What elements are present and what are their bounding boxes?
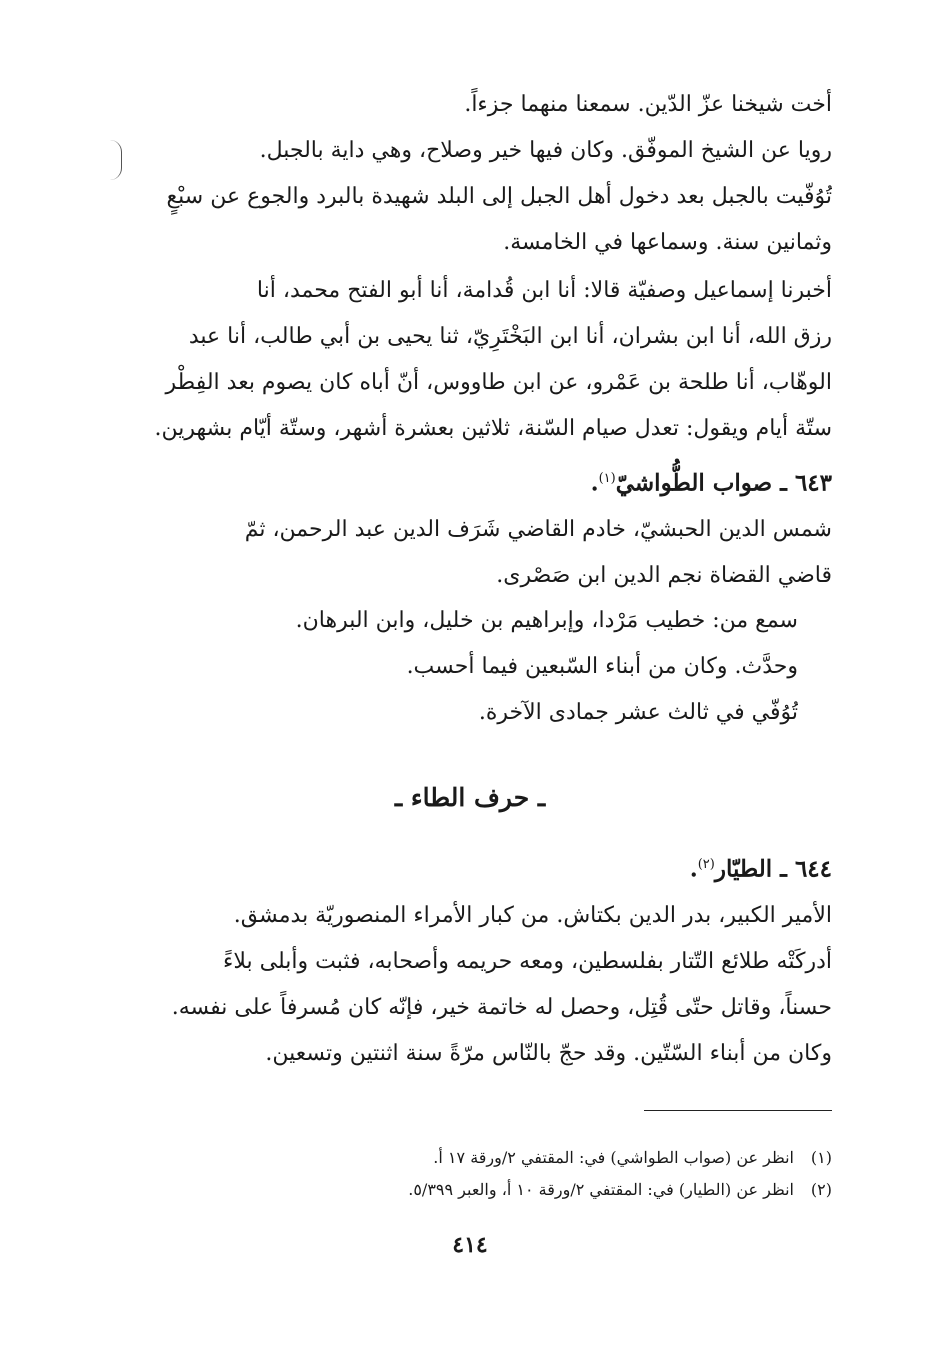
- footnote-1: [102, 1142, 832, 1174]
- text-line: الأمير الكبير، بدر الدين بكتاش. من كبار الأمراء المنصوريّة بدمشق.: [233, 902, 832, 928]
- footnote-ref: (١): [598, 471, 616, 486]
- text-line: أخت شيخنا عزّ الدّين. سمعنا منهما جزءاً.: [464, 92, 832, 117]
- entry-heading-text: ٦٤٣ ـ صواب الطُّواشيّ: [615, 469, 832, 497]
- footnote-text: انظر عن (صواب الطواشي) في: المقتفي ٢/ورقة ١٧ أ.: [433, 1148, 794, 1167]
- page-number: ٤١٤: [452, 1232, 488, 1258]
- footnotes: [102, 1142, 832, 1206]
- entry-heading-text: ٦٤٤ ـ الطيّار: [714, 855, 832, 883]
- footnote-separator: [644, 1110, 832, 1111]
- entry-heading-tail: .: [590, 469, 599, 497]
- text-line: حسناً، وقاتل حتّى قُتِل، وحصل له خاتمة خير، فإنّه كان مُسرفاً على نفسه.: [171, 994, 832, 1020]
- text-line: تُوُفّيت بالجبل بعد دخول أهل الجبل إلى البلد شهيدة بالبرد والجوع عن سبْعٍ: [166, 184, 832, 209]
- footnote-number: (١): [810, 1148, 832, 1167]
- text-line: الوهّاب، أنا طلحة بن عَمْرو، عن ابن طاووس، أنّ أباه كان يصوم بعد الفِطْر: [165, 370, 832, 395]
- text-line: سمع من: خطيب مَرْدا، وإبراهيم بن خليل، وابن البرهان.: [295, 608, 798, 633]
- text-line: رويا عن الشيخ الموفّق. وكان فيها خير وصلاح، وهي داية بالجبل.: [259, 138, 832, 163]
- text-line: أدركَتْه طلائع التّتار بفلسطين، ومعه حريمه وأصحابه، فثبت وأبلى بلاءً: [223, 948, 832, 974]
- footnote-number: (٢): [810, 1180, 832, 1199]
- paragraph-hadith-chain: [102, 268, 832, 452]
- footnote-ref: (٢): [697, 857, 715, 872]
- entry-643: [102, 456, 832, 599]
- entry-heading-tail: .: [689, 855, 698, 883]
- text-line: وكان من أبناء السّتّين. وقد حجّ بالنّاس مرّةً سنة اثنتين وتسعين.: [265, 1040, 832, 1066]
- text-line: وثمانين سنة. وسماعها في الخامسة.: [503, 230, 832, 255]
- entry-heading: [102, 842, 832, 893]
- text-line: تُوُفّي في ثالث عشر جمادى الآخرة.: [478, 700, 798, 725]
- entry-heading: [102, 456, 832, 507]
- text-line: رزق الله، أنا ابن بشران، أنا ابن البَخْتَرِيّ، ثنا يحيى بن أبي طالب، أنا عبد: [188, 324, 832, 349]
- text-line: أخبرنا إسماعيل وصفيّة قالا: أنا ابن قُدامة، أنا أبو الفتح محمد، أنا: [256, 278, 832, 303]
- section-title: ـ حرف الطاء ـ: [394, 783, 546, 812]
- footnote-text: انظر عن (الطيار) في: المقتفي ٢/ورقة ١٠ أ، والعبر ٥/٣٩٩.: [408, 1180, 794, 1199]
- entry-644: [102, 842, 832, 1077]
- text-line: وحدَّث. وكان من أبناء السّبعين فيما أحسب.: [406, 654, 798, 679]
- text-line: قاضي القضاة نجم الدين ابن صَصْرى.: [496, 562, 832, 588]
- text-line: ستّة أيام ويقول: تعدل صيام السّنة، ثلاثين بعشرة أشهر، وستّة أيّام بشهرين.: [154, 416, 832, 441]
- footnote-2: [102, 1174, 832, 1206]
- text-line: شمس الدين الحبشيّ، خادم القاضي شَرَف الدين عبد الرحمن، ثمّ: [244, 516, 832, 542]
- entry-643-details: [102, 598, 832, 736]
- paragraph-biography-end: [102, 82, 832, 266]
